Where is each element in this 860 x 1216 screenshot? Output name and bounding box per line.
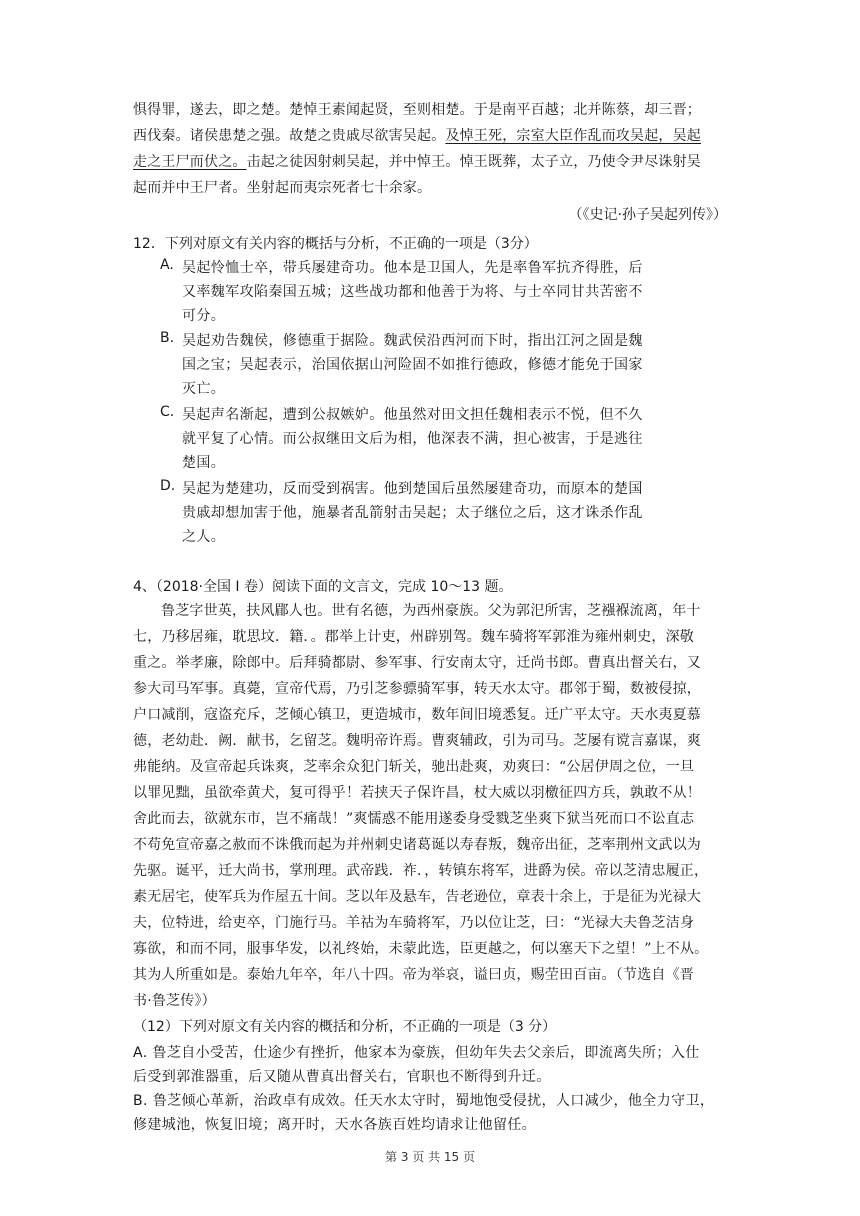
option-line: 国之宝；吴起表示，治国依据山河险固不如推行德政，修德才能免于国家: [182, 357, 643, 373]
option-line: 修建城池，恢复旧境；离开时，天水各族百姓均请求让他留任。: [133, 1117, 537, 1133]
passage-line: 惧得罪，遂去，即之楚。楚悼王素闻起贤，至则相楚。于是南平百越；北并陈蔡，却三晋；: [133, 102, 701, 118]
passage-line: 弗能纳。及宣帝起兵诛爽，芝率余众犯门斩关，驰出赴爽，劝爽曰：“公居伊周之位，一旦: [133, 759, 695, 775]
passage-line: 七，乃移居雍，耽思坟．籍．。郡举上计吏，州辟别驾。魏车骑将军郭淮为雍州刺史，深敬: [133, 629, 694, 645]
source-citation: （《史记·孙子吴起列传》）: [568, 207, 727, 223]
passage-line: 以罪见黜，虽欲牵黄犬，复可得乎！若挟天子保许昌，杖大威以羽檄征四方兵，孰敢不从！: [133, 785, 701, 801]
passage-line: 舍此而去，欲就东市，岂不痛哉！”爽懦惑不能用遂委身受戮芝坐爽下狱当死而口不讼直志: [133, 811, 695, 827]
option-line: 又率魏军攻陷秦国五城；这些战功都和他善于为将、与士卒同甘共苦密不: [182, 284, 643, 300]
passage-line: 先驱。诞平，迁大尚书，掌刑理。武帝践．祚．，转镇东将军，进爵为侯。帝以芝清忠履正，: [133, 863, 709, 879]
underlined-sentence: 走之王尸而伏之。: [133, 154, 247, 170]
option-line: A. 鲁芝自小受苦，仕途少有挫折，他家本为豪族，但幼年失去父亲后，即流离失所；入仕: [133, 1045, 700, 1061]
passage-line: 素无居宅，使军兵为作屋五十间。芝以年及悬车，告老逊位，章表十余上，于是征为光禄大: [133, 889, 701, 905]
option-line: 可分。: [182, 308, 226, 324]
option-letter: C.: [160, 404, 175, 420]
option-line: 贵戚却想加害于他，施暴者乱箭射击吴起；太子继位之后，这才诛杀作乱: [182, 505, 643, 521]
page-number-footer: 第 3 页 共 15 页: [385, 1150, 475, 1164]
passage-line: [133, 123, 701, 149]
passage-line: 寡欲，和而不同，服事华发，以礼终始，未蒙此选，臣更越之，何以塞天下之望！”上不从。: [133, 941, 709, 957]
option-line: 灭亡。: [182, 381, 226, 397]
option-line: 后受到郭淮器重，后又随从曹真出督关右，官职也不断得到升迁。: [133, 1069, 551, 1085]
option-line: 就平复了心情。而公叔继田文后为相，他深表不满，担心被害，于是逃往: [182, 431, 643, 447]
passage-line: 不苟免宣帝嘉之赦而不诛俄而起为并州刺史诸葛诞以寿春叛，魏帝出征，芝率荆州文武以为: [133, 837, 701, 853]
option-line: 吴起怜恤士卒，带兵屡建奇功。他本是卫国人，先是率鲁军抗齐得胜，后: [182, 260, 643, 276]
passage-line: 夫，位特进，给吏卒，门施行马。羊祜为车骑将军，乃以位让芝，曰：“光禄大夫鲁芝洁身: [133, 915, 695, 931]
option-line: 之人。: [182, 529, 226, 545]
option-letter: B.: [160, 330, 175, 346]
passage-line: 重之。举孝廉，除郎中。后拜骑都尉、参军事、行安南太守，迁尚书郎。曹真出督关右，又: [133, 655, 701, 671]
passage-line: 起而并中王尸者。坐射起而夷宗死者七十余家。: [133, 180, 432, 196]
passage-line: 书·鲁芝传》）: [133, 993, 216, 1009]
option-line: 吴起劝告魏侯，修德重于据险。魏武侯沿西河而下时，指出江河之固是魏: [182, 333, 643, 349]
section-heading: 4、（2018·全国 Ⅰ 卷）阅读下面的文言文，完成 10～13 题。: [133, 579, 513, 595]
option-letter: A.: [160, 257, 174, 273]
passage-line: 鲁芝字世英，扶风郿人也。世有名德，为西州豪族。父为郭汜所害，芝襁褓流离，年十: [161, 603, 701, 619]
passage-text: 击起之徒因射刺吴起，并中悼王。悼王既葬，太子立，乃使令尹尽诛射吴: [246, 154, 702, 170]
option-line: 吴起声名渐起，遭到公叔嫉妒。他虽然对田文担任魏相表示不悦，但不久: [182, 407, 643, 423]
question-stem: （12）下列对原文有关内容的概括和分析，不正确的一项是（3 分）: [133, 1019, 557, 1035]
passage-line: 参大司马军事。真薨，宣帝代焉，乃引芝参骠骑军事，转天水太守。郡邻于蜀，数被侵掠，: [133, 681, 701, 697]
passage-line: 德，老幼赴．阙．献书，乞留芝。魏明帝许焉。曹爽辅政，引为司马。芝屡有谠言嘉谋，爽: [133, 733, 701, 749]
option-line: 吴起为楚建功，反而受到祸害。他到楚国后虽然屡建奇功，而原本的楚国: [182, 481, 643, 497]
option-line: B. 鲁芝倾心革新，治政卓有成效。任天水太守时，蜀地饱受侵扰，人口减少，他全力守卫，: [133, 1093, 715, 1109]
passage-line: 户口减削，寇盗充斥，芝倾心镇卫，更造城市，数年间旧境悉复。迁广平太守。天水夷夏慕: [133, 707, 701, 723]
option-line: 楚国。: [182, 455, 226, 471]
passage-line: [133, 149, 701, 175]
option-letter: D.: [160, 478, 176, 494]
passage-line: 其为人所重如是。泰始九年卒，年八十四。帝为举哀，谥曰贞，赐茔田百亩。（节选自《晋: [133, 967, 694, 983]
passage-text: 西伐秦。诸侯患楚之强。故楚之贵戚尽欲害吴起。: [133, 128, 446, 144]
underlined-sentence: 及悼王死，宗室大臣作乱而攻吴起，吴起: [445, 128, 702, 144]
question-stem: 12．下列对原文有关内容的概括与分析，不正确的一项是（3分）: [133, 236, 538, 252]
